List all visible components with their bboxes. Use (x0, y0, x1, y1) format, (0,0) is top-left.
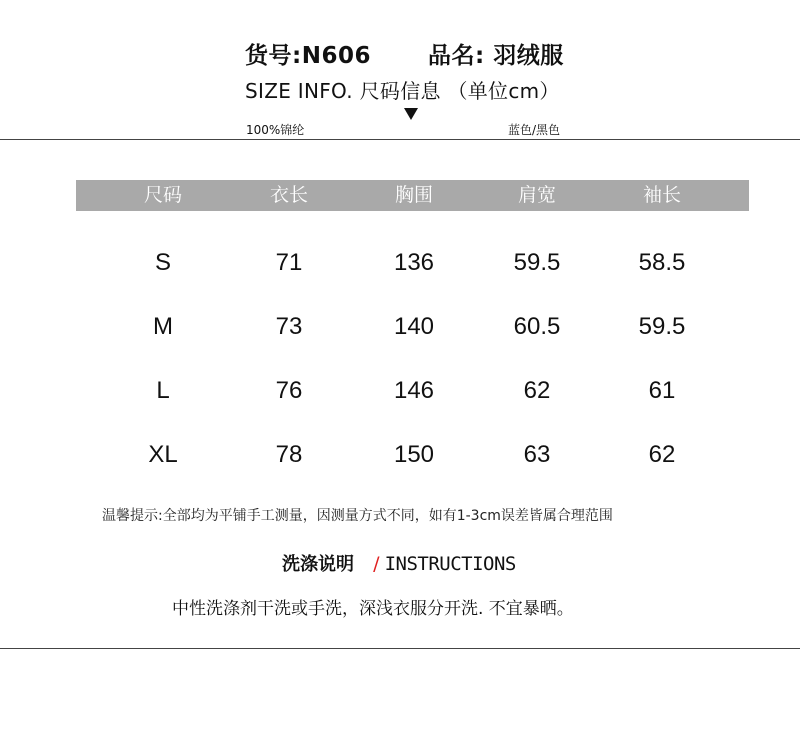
table-cell: 73 (275, 313, 303, 340)
col-header-length: 衣长 (269, 184, 308, 206)
material-label: 100%锦纶 (246, 123, 305, 137)
table-cell: M (153, 313, 173, 340)
table-cell: XL (148, 441, 178, 468)
top-divider (0, 139, 800, 140)
size-info-subtitle: SIZE INFO. 尺码信息 （单位cm） (245, 79, 560, 103)
table-cell: 78 (275, 441, 303, 468)
table-cell: 59.5 (638, 313, 686, 340)
table-cell: 150 (393, 441, 435, 468)
table-cell: 62 (523, 377, 551, 404)
table-cell: 60.5 (513, 313, 561, 340)
instructions-heading (282, 550, 516, 576)
measurement-note: 温馨提示:全部均为平铺手工测量，因测量方式不同，如有1-3cm误差皆属合理范围 (102, 508, 613, 524)
item-number: 货号:N606 (245, 43, 371, 69)
table-cell: 71 (275, 249, 303, 276)
bottom-divider (0, 648, 800, 649)
table-cell: 59.5 (513, 249, 561, 276)
instructions-title-cn: 洗涤说明 (282, 554, 354, 575)
table-cell: 61 (648, 377, 676, 404)
col-header-sleeve: 袖长 (642, 184, 681, 206)
down-triangle-icon (404, 108, 418, 120)
col-header-shoulder: 肩宽 (517, 184, 556, 206)
col-header-chest: 胸围 (394, 184, 433, 206)
product-name: 品名: 羽绒服 (428, 43, 564, 69)
care-instructions-text: 中性洗涤剂干洗或手洗，深浅衣服分开洗. 不宜暴晒。 (172, 599, 574, 619)
table-cell: 140 (393, 313, 435, 340)
instructions-slash: / (373, 553, 380, 575)
table-cell: 146 (393, 377, 435, 404)
table-cell: 136 (393, 249, 435, 276)
col-header-size: 尺码 (143, 184, 182, 206)
table-cell: S (154, 249, 171, 276)
color-options-label: 蓝色/黑色 (508, 123, 561, 137)
table-cell: 63 (523, 441, 551, 468)
instructions-title-en: INSTRUCTIONS (384, 553, 516, 575)
table-cell: 62 (648, 441, 676, 468)
table-cell: L (156, 377, 170, 404)
table-cell: 76 (275, 377, 303, 404)
table-cell: 58.5 (638, 249, 686, 276)
